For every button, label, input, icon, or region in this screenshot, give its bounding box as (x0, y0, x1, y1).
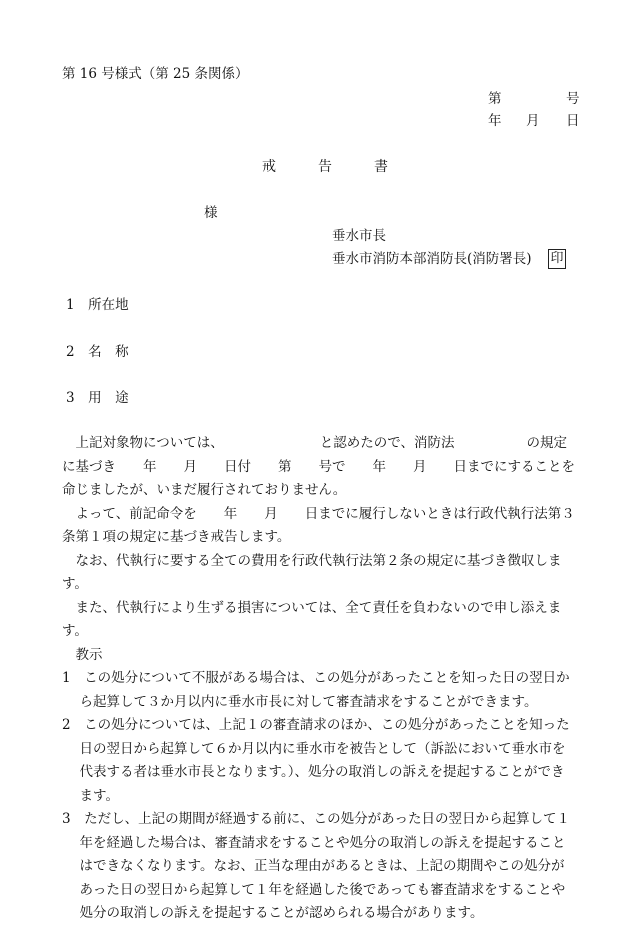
seal-box (548, 249, 566, 269)
notice-item-2: 2 この処分については、上記１の審査請求のほか、この処分があったことを知った日の翌日から起算して６か月以内に垂水市を被告として（訴訟において垂水市を代表する者は垂水市長となります。）、処分の取消しの訴えを提起することができます。 (62, 717, 570, 804)
notice-item-3: 3 ただし、上記の期間が経過する前に、この処分があった日の翌日から起算して１年を経過した場合は、審査請求をすることや処分の取消しの訴えを提起することはできなくなります。なお、正当な理由があるときは、上記の期間やこの処分があった日の翌日から起算して１年を経過した後であっても審査請求をすることや処分の取消しの訴えを提起することが認められる場合があります。 (62, 811, 570, 921)
body-p1-c: の規定に基づき 年 月 日付 第 号で 年 月 日までにすることを命じましたが、いまだ履行されておりません。 (62, 435, 575, 498)
body-paragraph-2: よって、前記命令を 年 月 日までに履行しないときは行政代執行法第３条第１項の規定に基づき戒告します。 (62, 505, 575, 545)
recipient-suffix: 様 (204, 205, 218, 221)
item-use: 3 用 途 (66, 390, 129, 406)
issuer-line2: 垂水市消防本部消防長(消防署長) (332, 251, 532, 267)
document-title: 戒 告 書 (262, 159, 388, 175)
body-paragraph-1 (62, 432, 576, 503)
date-month: 月 (526, 113, 540, 129)
body-p1-b: と認めたので、消防法 (319, 435, 455, 451)
date-day: 日 (566, 113, 580, 129)
seal-mark: 印 (548, 249, 566, 269)
notice-item-1: 1 この処分について不服がある場合は、この処分があったことを知った日の翌日から起算して３か月以内に垂水市長に対して審査請求をすることができます。 (62, 670, 570, 710)
body-text (62, 432, 576, 926)
form-label: 第 16 号様式（第 25 条関係） (62, 66, 249, 82)
number-dai: 第 (488, 91, 502, 107)
number-gou: 号 (566, 91, 580, 107)
body-paragraph-4: また、代執行により生ずる損害については、全て責任を負わないので申し添えます。 (62, 599, 562, 639)
body-p1-a: 上記対象物については、 (75, 435, 224, 451)
notice-heading: 教示 (75, 646, 103, 663)
item-name: 2 名 称 (66, 344, 129, 360)
date-year: 年 (488, 113, 502, 129)
item-location: 1 所在地 (66, 297, 129, 313)
body-paragraph-3: なお、代執行に要する全ての費用を行政代執行法第２条の規定に基づき徴収します。 (62, 552, 562, 592)
issuer-line1: 垂水市長 (332, 228, 386, 244)
